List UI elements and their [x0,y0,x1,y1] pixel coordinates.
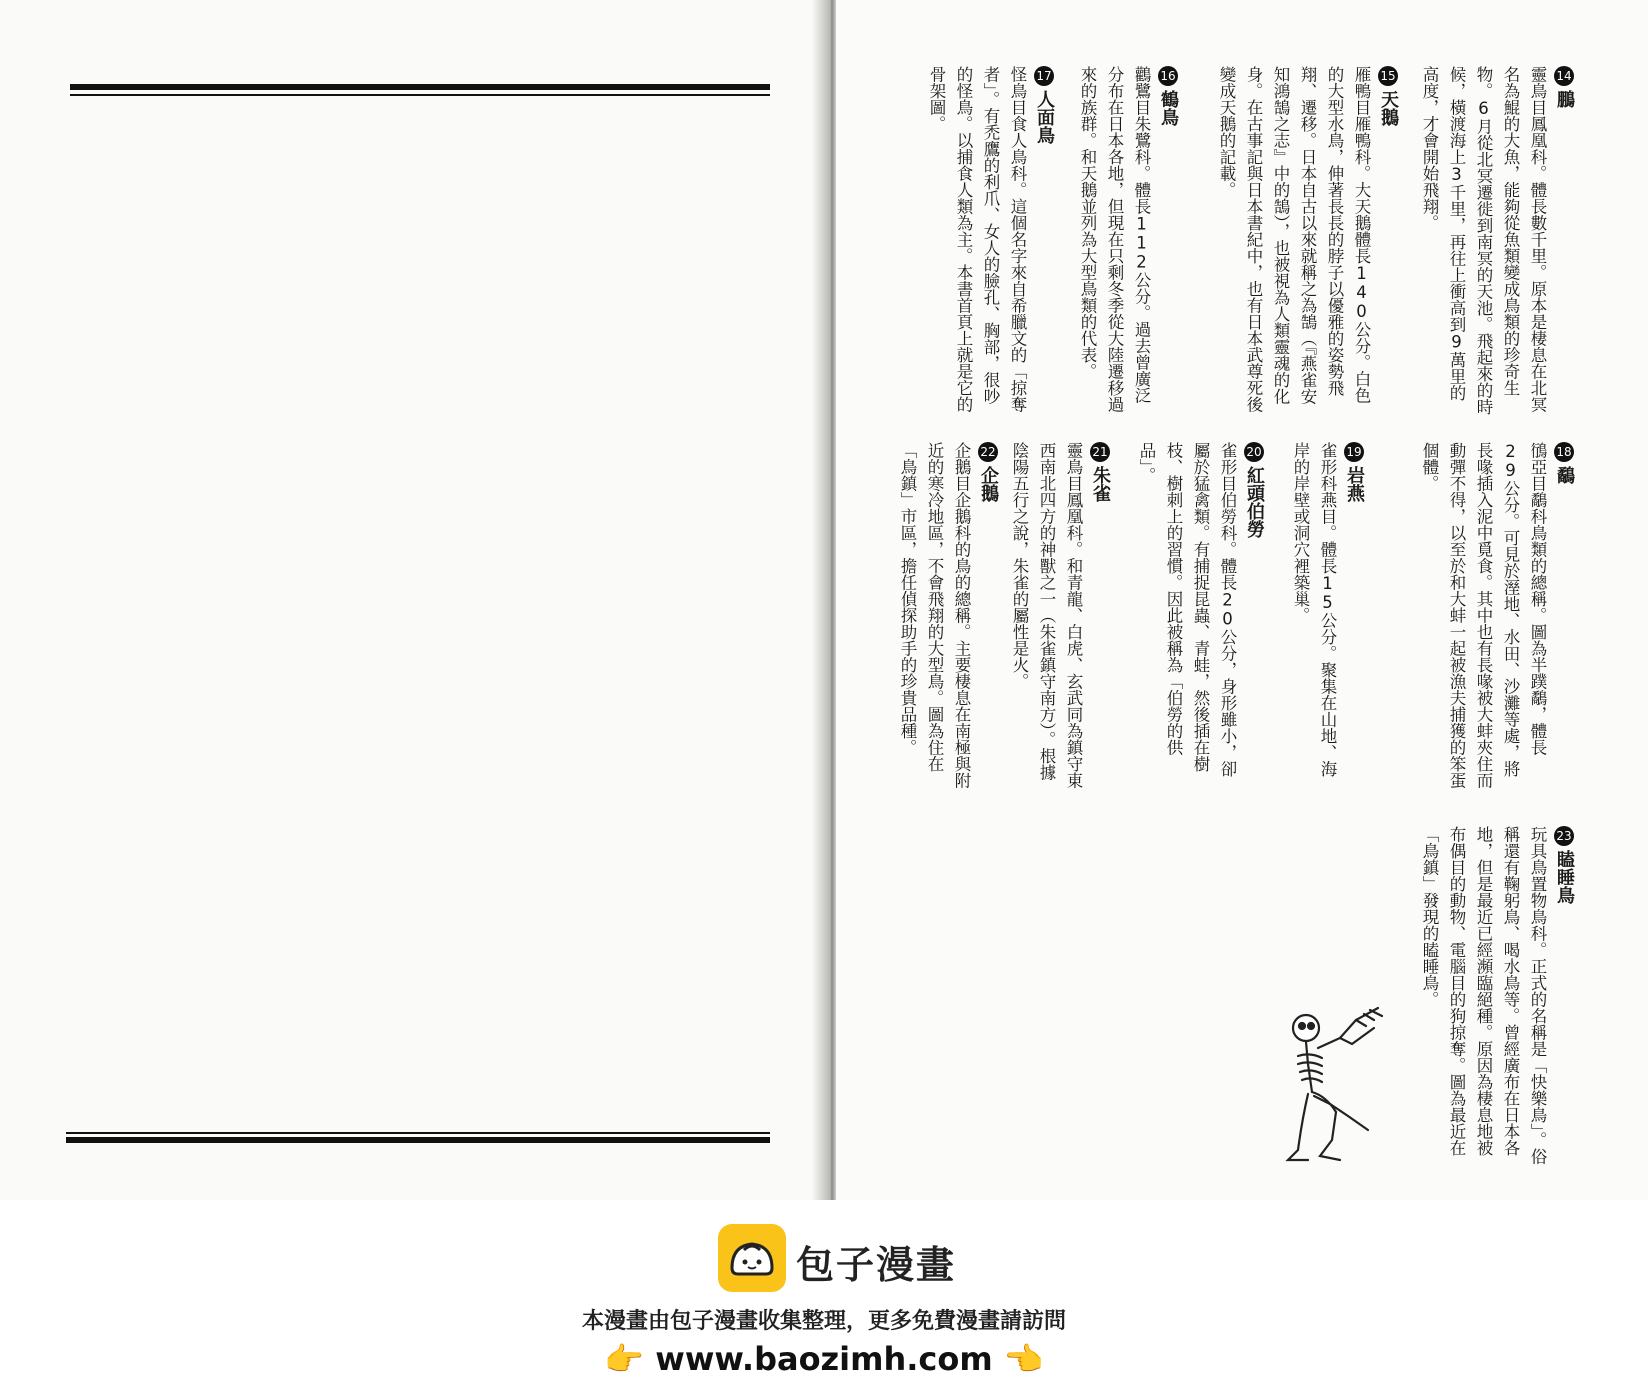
note-title: 天鵝 [1378,90,1399,126]
note-20 [1133,442,1268,792]
note-title: 人面鳥 [1034,90,1055,144]
note-title: 紅頭伯勞 [1244,466,1265,538]
top-rule [70,84,770,90]
note-number: 16 [1158,66,1178,86]
site-url-row[interactable] [0,1340,1648,1378]
note-text: 鴴亞目鷸科鳥類的總稱。圖為半蹼鷸，體長29公分。可見於溼地、水田、沙灘等處，將長喙插入泥中覓食。其中也有長喙被大蚌夾住而動彈不得，以至於和大蚌一起被漁夫捕獲的笨蛋個體。 [1420,442,1547,789]
note-title: 鷸 [1554,466,1575,484]
note-text: 雀形目伯勞科。體長20公分，身形雖小，卻屬於猛禽類。有捕捉昆蟲、青蛙，然後插在樹枝、樹刺上的習慣。因此被稱為「伯勞的供品」。 [1137,442,1237,777]
note-23 [1416,826,1578,1166]
note-text: 靈鳥目鳳凰科。和青龍、白虎、玄武同為鎮守東西南北四方的神獸之一（朱雀鎮守南方）。根據陰陽五行之說，朱雀的屬性是火。 [1010,442,1083,789]
note-21 [1006,442,1114,792]
brand-name[interactable]: 包子漫畫 [796,1243,957,1287]
notes-page [836,0,1648,1200]
top-rule-thin [70,94,770,96]
note-title: 鵬 [1554,90,1575,108]
note-text: 靈鳥目鳳凰科。體長數千里。原本是棲息在北冥名為鯤的大魚，能夠從魚類變成鳥類的珍奇生物。6月從北冥遷徙到南冥的天池。飛起來的時候，橫渡海上3千里，再往上衝高到9萬里的高度，才會開始飛翔。 [1420,66,1547,415]
note-16 [1074,66,1182,416]
site-url[interactable]: www.baozimh.com [655,1340,993,1378]
pointing-right-icon: 👉 [604,1340,645,1378]
note-17 [923,66,1058,416]
bottom-rule [66,1137,770,1143]
note-number: 23 [1554,826,1574,846]
note-title: 岩燕 [1344,466,1365,502]
note-title: 鶴鳥 [1158,90,1179,126]
note-text: 怪鳥目食人鳥科。這個名字來自希臘文的「掠奪者」。有禿鷹的利爪、女人的臉孔、胸部，很吵的怪鳥。以捕食人類為主。本書首頁上就是它的骨架圖。 [927,66,1027,413]
note-number: 20 [1244,442,1264,462]
note-15 [1213,66,1402,416]
note-number: 14 [1554,66,1574,86]
note-19 [1287,442,1368,792]
note-title: 朱雀 [1090,466,1111,502]
note-number: 15 [1378,66,1398,86]
note-title: 瞌睡鳥 [1554,850,1575,904]
note-number: 17 [1034,66,1054,86]
afterword-page [0,0,826,1200]
note-title: 企鵝 [978,466,999,502]
note-18 [1416,442,1578,792]
footer-banner [0,1200,1648,1400]
note-number: 19 [1344,442,1364,462]
note-text: 雁鴨目雁鴨科。大天鵝體長140公分。白色的大型水鳥，伸著長長的脖子以優雅的姿勢飛翔、遷移。日本自古以來就稱之為鵠（『燕雀安知鴻鵠之志』中的鵠），也被視為人類靈魂的化身。在古事記與日本書紀中，也有日本武尊死後變成天鵝的記載。 [1217,66,1371,413]
baozi-logo-icon[interactable] [718,1224,786,1292]
bottom-rule-thin [66,1132,770,1134]
pointing-left-icon: 👈 [1003,1340,1044,1378]
note-number: 21 [1090,442,1110,462]
note-number: 22 [978,442,998,462]
note-14 [1416,66,1578,416]
note-text: 企鵝目企鵝科的鳥的總稱。主要棲息在南極與附近的寒冷地區，不會飛翔的大型鳥。圖為住在「鳥鎮」市區，擔任偵探助手的珍貴品種。 [898,442,971,789]
note-text: 雀形科燕目。體長15公分。聚集在山地、海岸的岸壁或洞穴裡築巢。 [1291,442,1337,777]
collection-notice: 本漫畫由包子漫畫收集整理，更多免費漫畫請訪問 [581,1309,1066,1334]
note-text: 玩具鳥置物鳥科。正式的名稱是「快樂鳥」。俗稱還有鞠躬鳥、喝水鳥等。曾經廣布在日本各地，但是最近已經瀕臨絕種。原因為棲息地被布偶目的動物、電腦目的狗掠奪。圖為最近在「鳥鎮」發現的瞌睡鳥。 [1420,826,1547,1165]
skeleton-illustration [1278,1000,1388,1170]
note-22 [894,442,1002,792]
note-number: 18 [1554,442,1574,462]
note-text: 鸛鷺目朱鷺科。體長112公分。過去曾廣泛分布在日本各地，但現在只剩冬季從大陸遷移過來的族群。和天鵝並列為大型鳥類的代表。 [1078,66,1151,413]
